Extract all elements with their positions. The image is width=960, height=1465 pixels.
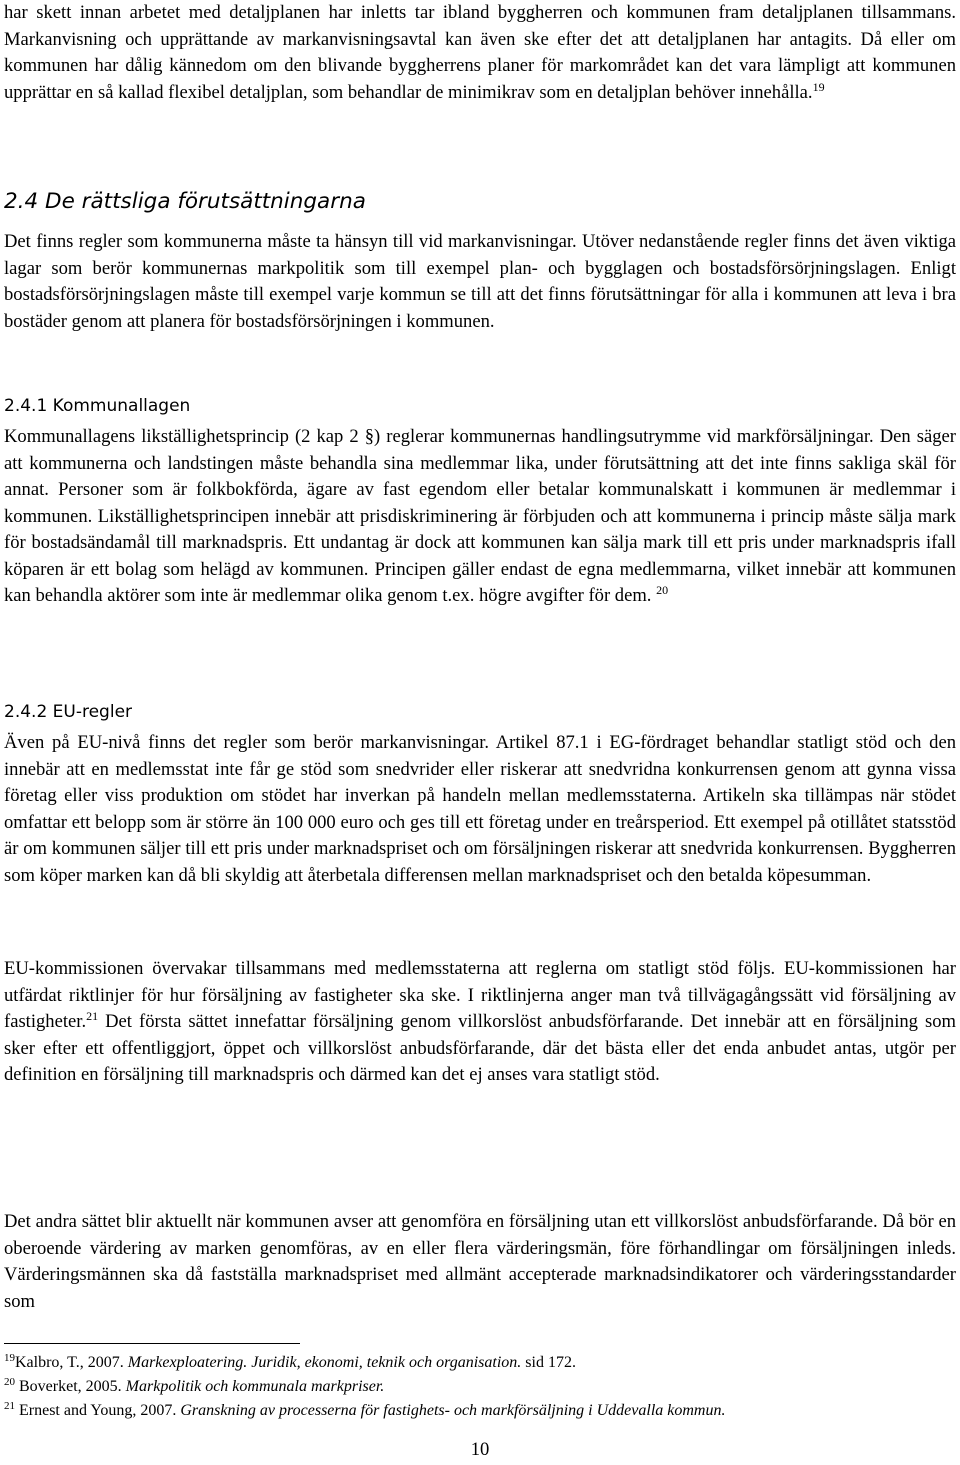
section-2-4-2-paragraph-1: Även på EU-nivå finns det regler som berör markanvisningar. Artikel 87.1 i EG-fördraget behandlar statligt stöd och den innebär att en medlemsstat inte får ge stöd som snedvrider eller riskerar att snedvridna konkurrensen genom att gynna vissa företag eller viss produktion om stödet har inverkan på handeln mellan medlemsstaterna. Artikeln ska tillämpas när stödet omfattar ett belopp som är större än 100 000 euro och ges till ett företag under en treårsperiod. Ett exempel på otillåtet statsstöd är om kommunen säljer till ett pris under marknadspriset och om försäljningen riskerar att snedvrida konkurrensen. Byggherren som köper marken kan då bli skyldig att återbetala differensen mellan marknadspriset och den betalda köpesumman. [4,732,956,886]
section-2-4-1-paragraph: Kommunallagens likställighetsprincip (2 kap 2 §) reglerar kommunernas handlingsutrymme vid markförsäljningar. Den säger att kommunerna och landstingen måste behandla sina medlemmar lika, under förutsättning att det inte finns sakliga skäl för annat. Personer som är folkbokförda, ägare av fast egendom eller betalar kommunalskatt i kommunen är medlemmar i kommunen. Likställighetsprincipen innebär att prisdiskriminering är förbjuden och att kommunerna i princip måste sälja mark för bostadsändamål till marknadspris. Ett undantag är dock att kommunen kan sälja mark till ett pris under marknadspris ifall köparen är ett bolag som helägd av kommunen. Principen gäller endast de egna medlemmarna, vilket innebär att kommunen kan behandla aktörer som inte är medlemmar olika genom t.ex. högre avgifter för dem. $^{20}$ [4,426,956,606]
page-number: 10 [470,1439,490,1460]
footnote-20: $^{20}$ Boverket, 2005. Markpolitik och kommunala markpriser. [4,1376,385,1395]
section-heading-2-4-1: 2.4.1 Kommunallagen [4,396,191,416]
footnote-ref-21[interactable]: 21 [86,1009,99,1023]
intro-paragraph: har skett innan arbetet med detaljplanen har inletts tar ibland byggherren och kommunen fram detaljplanen tillsammans. Markanvisning och upprättande av markanvisningsavtal kan även ske efter det att detaljplanen har antagits. Då eller om kommunen har dålig kännedom om den blivande byggherrens planer för markområdet kan det vara lämpligt att kommunen upprättar en så kallad flexibel detaljplan, som behandlar de minimikrav som en detaljplan behöver innehålla.$^{19}$ [4,2,956,103]
section-2-4-paragraph: Det finns regler som kommunerna måste ta hänsyn till vid markanvisningar. Utöver nedanstående regler finns det även viktiga lagar som berör kommunernas markpolitik som till exempel plan- och bygglagen och bostadsförsörjningslagen. Enligt bostadsförsörjningslagen måste till exempel varje kommun se till att det finns förutsättningar för alla i kommunen att leva i bra bostäder genom att planera för bostadsförsörjningen i kommunen. [4,231,956,332]
section-2-4-2-paragraph-2: EU-kommissionen övervakar tillsammans med medlemsstaterna att reglerna om statligt stöd följs. EU-kommissionen har utfärdat riktlinjer för hur försäljning av fastigheter ska ske. I riktlinjerna anger man två tillvägagångssätt vid försäljning av fastigheter.$^{21}$ Det första sättet innefattar försäljning genom villkorslöst anbudsförfarande. Det innebär att en försäljning som sker efter ett offentliggjort, öppet och villkorslöst anbudsförfarande, där det bästa eller det enda anbudet antas, utgör per definition en försäljning till marknadspris och därmed kan det ej anses vara statligt stöd. [4,958,956,1085]
footnote-19: $^{19}$Kalbro, T., 2007. Markexploatering. Juridik, ekonomi, teknik och organisation. sid 172. [4,1352,576,1371]
footnote-separator [4,1343,300,1344]
section-heading-2-4-2: 2.4.2 EU-regler [4,702,133,722]
footnote-ref-20[interactable]: 20 [656,583,669,597]
footnote-ref-19[interactable]: 19 [812,79,825,94]
section-heading-2-4: 2.4 De rättsliga förutsättningarna [4,189,366,214]
section-2-4-2-paragraph-3: Det andra sättet blir aktuellt när kommunen avser att genomföra en försäljning utan ett villkorslöst anbudsförfarande. Då bör en oberoende värdering av marken genomföras, av en eller flera värderingsmän, före förhandlingar om försäljningen inleds. Värderingsmännen ska då fastställa marknadspriset med allmänt accepterade marknadsindikatorer och värderingsstandarder som [4,1211,956,1312]
footnote-21: $^{21}$ Ernest and Young, 2007. Granskning av processerna för fastighets- och markförsäljning i Uddevalla kommun. [4,1400,726,1419]
